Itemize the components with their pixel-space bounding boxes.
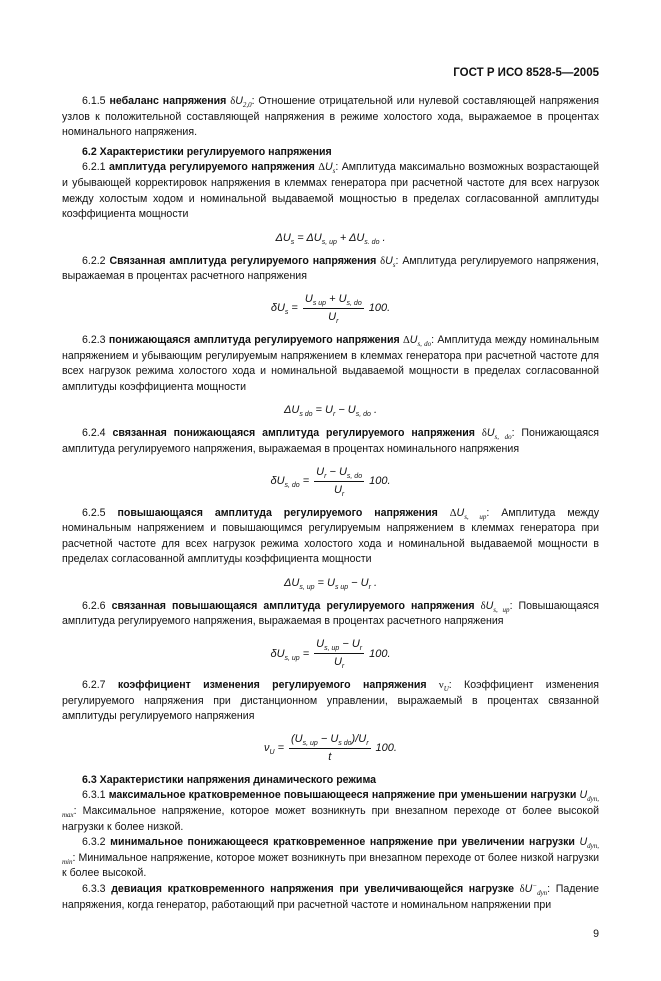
formula-subscript: s up <box>312 300 327 308</box>
formula-subscript: r <box>341 663 345 671</box>
section-heading: 6.3 Характеристики напряжения динамического режима <box>82 773 377 786</box>
formula-term: . <box>373 404 378 417</box>
term-symbol: $\delta U_{s, do}$ <box>481 427 512 442</box>
formula-subscript: s, up <box>302 740 318 748</box>
term-name: небаланс напряжения <box>109 95 231 107</box>
formula-term: ($U_{s, up}$ <box>291 732 318 748</box>
formula-subscript: r <box>341 490 345 498</box>
fraction-denominator <box>334 654 344 670</box>
definition-text: : Падение напряжения, когда генератор, работающий при расчетной частоте и номинальном напряжении при <box>62 883 599 911</box>
definition-paragraph <box>62 160 599 222</box>
formula-subscript: s, up <box>299 584 315 592</box>
definition-paragraph <box>62 835 599 882</box>
term-symbol: $\delta U_s$ <box>380 254 396 269</box>
symbol-subscript: s, do <box>417 340 432 349</box>
formula-subscript: s, do <box>355 411 371 419</box>
formula-subscript: r <box>336 318 339 326</box>
formula-term: − $U_r$ <box>339 638 363 653</box>
document-header: ГОСТ Р ИСО 8528-5—2005 <box>453 67 599 79</box>
clause-number: 6.2.4 <box>82 427 113 440</box>
formula-subscript: s, up <box>321 238 337 246</box>
symbol-superscript: − <box>532 881 538 890</box>
symbol-subscript: s, up <box>464 512 487 521</box>
fraction-numerator <box>314 637 364 654</box>
formula-term: $\delta U_{s, up}$ <box>270 647 300 662</box>
formula-subscript: s up <box>334 584 349 592</box>
formula-term: $U_r$ <box>328 310 339 326</box>
formula-subscript: s <box>290 238 295 246</box>
symbol-subscript: dyn, min <box>62 842 599 866</box>
formula-term: $U_r$ <box>316 465 327 480</box>
formula-subscript: s, up <box>324 645 340 653</box>
symbol-letter: U <box>409 333 418 346</box>
formula-term: $U_{s up}$ <box>304 292 327 308</box>
fraction <box>303 292 364 325</box>
term-symbol: $\delta U_{s, up}$ <box>480 599 510 614</box>
formula-term: − $U_{s, do}$ <box>326 465 363 480</box>
term-symbol: $\nu_U$ <box>438 680 449 694</box>
term-name: Связанная амплитуда регулируемого напряжения <box>109 254 381 267</box>
definition-text: : Минимальное напряжение, которое может возникнуть при внезапном переходе от более низкой нагрузки к более высокой. <box>62 851 599 880</box>
fraction <box>314 637 364 670</box>
symbol-subscript: U <box>443 685 449 694</box>
term-name: понижающаяся амплитуда регулируемого напряжения <box>108 333 403 346</box>
fraction-numerator <box>303 292 364 309</box>
fraction-numerator <box>314 465 364 482</box>
symbol-subscript: s <box>332 167 336 176</box>
term-name: девиация кратковременного напряжения при увеличивающейся нагрузке <box>111 883 520 895</box>
formula-subscript: r <box>368 584 371 592</box>
clause-number: 6.2.7 <box>82 679 118 692</box>
formula-term: = <box>277 742 285 755</box>
definition-text: : Отношение отрицательной или нулевой составляющей напряжения узлов к положительной составляющей напряжения в режиме холостого хода, выражаемое в процентах номинального напряжения. <box>62 95 599 139</box>
formula-term: $\delta U_{s, do}$ <box>270 475 300 490</box>
symbol-subscript: 2,0 <box>242 101 252 110</box>
definition-paragraph <box>62 599 599 630</box>
formula-term: $U_r$ <box>333 656 345 671</box>
formula-term: = <box>302 647 310 660</box>
clause-number: 6.3.1 <box>82 789 109 802</box>
clause-number: 6.2.3 <box>82 333 109 346</box>
formula-subscript: s, do <box>346 472 363 480</box>
formula <box>62 637 599 670</box>
term-symbol: $\delta U_{2,0}$ <box>230 95 252 110</box>
symbol-letter: U <box>486 427 495 440</box>
clause-number: 6.2.6 <box>82 599 112 612</box>
formula-term: − $U_{s do}$ <box>317 732 352 748</box>
formula-term: $U_{s, up}$ <box>316 638 340 653</box>
fraction-numerator <box>289 732 371 749</box>
clause-number: 6.2.1 <box>82 161 109 174</box>
symbol-letter: U <box>235 95 243 107</box>
formula-term: 100. <box>369 475 391 487</box>
term-name: максимальное кратковременное повышающееся напряжение при уменьшении нагрузки <box>108 789 580 802</box>
formula-subscript: s. do <box>364 238 380 246</box>
formula-term: . <box>373 576 378 589</box>
formula-term: = <box>291 302 298 315</box>
formula-term: − $U_{s, do}$ <box>338 404 371 419</box>
term-symbol: $\Delta U_{s, up}$ <box>449 506 487 521</box>
definition-paragraph <box>62 333 599 395</box>
definition-paragraph <box>62 788 599 835</box>
document-body <box>62 94 599 913</box>
definition-text: : Амплитуда между номинальным напряжением и убывающим регулируемым напряжением в клеммах генератора при расчетной частоте для всех нагрузок режима холостого хода и номинальной выдаваемой мощности в пределах согласованной амплитуды коэффициента мощности <box>62 333 599 393</box>
formula-subscript: s, up <box>284 654 300 662</box>
clause-number: 6.2.5 <box>82 506 118 519</box>
formula-term: $U_r$ <box>333 483 345 498</box>
formula-term: . <box>382 231 386 244</box>
symbol-letter: U <box>579 836 588 849</box>
term-symbol: $\delta U^-_{dyn}$ <box>519 881 548 898</box>
clause-number: 6.1.5 <box>82 95 110 107</box>
formula-term: $\Delta U_s$ <box>275 231 295 246</box>
symbol-letter: U <box>485 599 494 612</box>
formula-subscript: r <box>359 645 363 653</box>
symbol-subscript: dyn <box>537 889 548 898</box>
definition-paragraph <box>62 94 599 141</box>
formula-expression <box>270 637 390 670</box>
formula-subscript: r <box>332 411 336 419</box>
fraction <box>289 732 371 765</box>
formula-term: = $\Delta U_{s, up}$ <box>297 231 337 246</box>
formula-subscript: s <box>284 309 289 317</box>
formula-subscript: s, do <box>346 300 362 308</box>
symbol-letter: U <box>579 789 588 802</box>
term-name: повышающаяся амплитуда регулируемого напряжения <box>117 506 450 519</box>
fraction-denominator <box>328 749 331 765</box>
term-name: амплитуда регулируемого напряжения <box>108 161 319 174</box>
symbol-letter: U <box>385 254 393 267</box>
formula <box>62 292 599 325</box>
term-symbol: $\Delta U_{s, do}$ <box>402 333 432 349</box>
formula-term: + $U_{s, do}$ <box>326 292 362 308</box>
term-name: минимальное понижающееся кратковременное напряжение при увеличении нагрузки <box>110 836 580 849</box>
formula-subscript: s do <box>299 411 313 419</box>
formula-subscript: r <box>366 740 369 748</box>
formula-expression <box>264 732 397 765</box>
symbol-letter: U <box>325 161 333 174</box>
symbol-subscript: s, do <box>494 433 512 442</box>
definition-text: : Амплитуда между номинальным напряжением и повышающимся регулируемым напряжением в клеммах генератора при расчетной частоте для всех нагрузок режима холостого хода и номинальной выдаваемой мощности в пределах согласованной амплитуды коэффициента мощности <box>62 506 599 566</box>
fraction-denominator <box>334 482 344 498</box>
symbol-letter: U <box>524 883 533 895</box>
formula <box>62 575 599 591</box>
formula-subscript: s do <box>338 740 352 748</box>
symbol-subscript: s, up <box>493 605 510 614</box>
formula-term: + $\Delta U_{s. do}$ <box>339 231 380 246</box>
definition-paragraph <box>62 426 599 457</box>
definition-paragraph <box>62 678 599 725</box>
formula-term: = $U_{s up}$ <box>317 576 349 592</box>
page-number: 9 <box>593 928 599 941</box>
term-name: связанная понижающаяся амплитуда регулируемого напряжения <box>112 427 482 440</box>
formula <box>62 465 599 498</box>
formula-term: $\nu_U$ <box>264 742 275 757</box>
formula-subscript: s, do <box>284 482 300 490</box>
formula <box>62 230 599 246</box>
formula-term: 100. <box>368 302 391 315</box>
clause-number: 6.3.2 <box>82 836 111 849</box>
definition-text: : Коэффициент изменения регулируемого напряжения при дистанционном управлении, выражаемый в процентах связанной амплитуды регулируемого напряжения <box>62 679 599 723</box>
definition-text: : Максимальное напряжение, которое может возникнуть при внезапном переходе от более высокой нагрузки к более низкой. <box>62 805 599 833</box>
formula-term: )$/U_r$ <box>351 732 369 748</box>
formula-term: t <box>328 750 332 763</box>
term-name: коэффициент изменения регулируемого напряжения <box>117 679 439 692</box>
clause-number: 6.2.2 <box>82 254 110 267</box>
formula-term: $\Delta U_{s, up}$ <box>283 576 315 592</box>
clause-number: 6.3.3 <box>82 883 112 895</box>
formula-expression <box>270 465 390 498</box>
formula-term: = $U_r$ <box>315 404 336 419</box>
definition-paragraph <box>62 882 599 913</box>
formula-term: 100. <box>369 647 391 660</box>
formula-expression <box>284 402 377 418</box>
formula <box>62 732 599 765</box>
formula-term: = <box>302 475 310 487</box>
section-heading: 6.2 Характеристики регулируемого напряжения <box>82 145 332 158</box>
term-name: связанная повышающаяся амплитуда регулируемого напряжения <box>111 599 481 612</box>
formula <box>62 402 599 418</box>
definition-paragraph <box>62 254 599 285</box>
fraction-denominator <box>328 309 338 325</box>
definition-text: : Амплитуда максимально возможных возрастающей и убывающей корректировок напряжения в клеммах генератора при расчетной частоте для всех нагрузок между холостым ходом и номинальной выдаваемой мощностью в пределах согласованной амплитуды коэффициента мощности <box>62 161 599 221</box>
definition-text: : Повышающаяся амплитуда регулируемого напряжения, выражаемая в процентах расчетного напряжения <box>62 599 599 628</box>
formula-expression <box>271 292 390 325</box>
formula-term: − $U_r$ <box>351 576 371 592</box>
symbol-letter: U <box>456 506 465 519</box>
term-symbol: $\Delta U_s$ <box>318 161 336 176</box>
definition-paragraph <box>62 506 599 568</box>
symbol-subscript: dyn, max <box>62 795 599 820</box>
formula-term: 100. <box>375 742 397 755</box>
definition-text: : Амплитуда регулируемого напряжения, выражаемая в процентах расчетного напряжения <box>62 254 599 283</box>
formula-term: $\Delta U_{s do}$ <box>283 404 313 419</box>
formula-term: $\delta U_s$ <box>270 302 289 317</box>
definition-text: : Понижающаяся амплитуда регулируемого напряжения, выражаемая в процентах номинального напряжения <box>62 427 600 455</box>
symbol-subscript: s <box>392 260 396 269</box>
formula-subscript: U <box>269 749 275 757</box>
formula-subscript: r <box>324 472 327 480</box>
formula-expression <box>284 575 377 591</box>
formula-expression <box>275 230 385 246</box>
fraction <box>314 465 364 498</box>
